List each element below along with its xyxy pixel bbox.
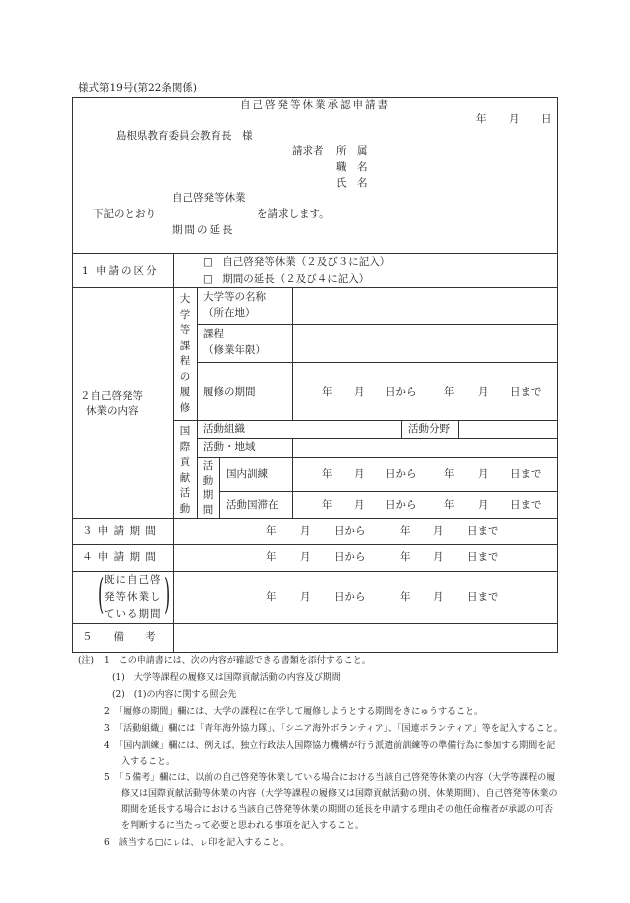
request-option-leave: 自己啓発等休業 bbox=[172, 192, 246, 204]
requester-affiliation: 所 属 bbox=[336, 145, 368, 157]
section1-label: 1 申請の区分 bbox=[82, 265, 159, 277]
section2-label-line2: 休業の内容 bbox=[86, 405, 139, 417]
course-years-label: （修業年限） bbox=[203, 344, 266, 356]
university-course-group-label: 大学等課程の履修 bbox=[179, 293, 191, 414]
checkbox-icon[interactable]: □ bbox=[203, 256, 213, 268]
date-day: 日 bbox=[541, 113, 552, 125]
date-month: 月 bbox=[509, 113, 520, 125]
option-label: 期間の延長（２及び４に記入） bbox=[222, 273, 370, 285]
domestic-training-label: 国内訓練 bbox=[226, 468, 268, 480]
field-label: 活動分野 bbox=[408, 423, 450, 435]
requester-label: 請求者 bbox=[292, 145, 324, 157]
section4-label: ４ 申 請 期 間 bbox=[82, 551, 157, 563]
overseas-stay-label: 活動国滞在 bbox=[226, 499, 279, 511]
region-label: 活動・地域 bbox=[203, 441, 256, 453]
date-year: 年 bbox=[476, 113, 487, 125]
checkbox-icon[interactable]: □ bbox=[203, 273, 213, 285]
section3-label: ３ 申 請 期 間 bbox=[82, 525, 157, 537]
form-number: 様式第19号(第22条関係) bbox=[78, 82, 197, 94]
section1-option1[interactable] bbox=[203, 257, 390, 268]
course-label: 課程 bbox=[203, 328, 224, 340]
activity-period-label: 活動期間 bbox=[202, 460, 214, 516]
university-name-label: 大学等の名称 bbox=[203, 291, 266, 303]
section5-label: ５ 備 考 bbox=[82, 631, 156, 643]
form-title: 自己啓発等休業承認申請書 bbox=[240, 99, 390, 111]
study-period-label: 履修の期間 bbox=[203, 386, 256, 398]
request-tail: を請求します。 bbox=[257, 208, 330, 220]
requester-name: 氏 名 bbox=[336, 177, 368, 189]
university-location-label: （所在地） bbox=[203, 307, 256, 319]
section1-option2[interactable] bbox=[203, 274, 369, 285]
request-option-extension: 期間の延長 bbox=[172, 224, 235, 236]
requester-position: 職 名 bbox=[336, 161, 368, 173]
section2-label-line1: ２自己啓発等 bbox=[80, 390, 143, 402]
organization-label: 活動組織 bbox=[203, 423, 245, 435]
international-contribution-group-label: 国際貢献活動 bbox=[179, 425, 191, 515]
request-lead: 下記のとおり bbox=[93, 208, 156, 220]
option-label: 自己啓発等休業（２及び３に記入） bbox=[222, 256, 391, 268]
addressee: 島根県教育委員会教育長 様 bbox=[116, 130, 253, 142]
